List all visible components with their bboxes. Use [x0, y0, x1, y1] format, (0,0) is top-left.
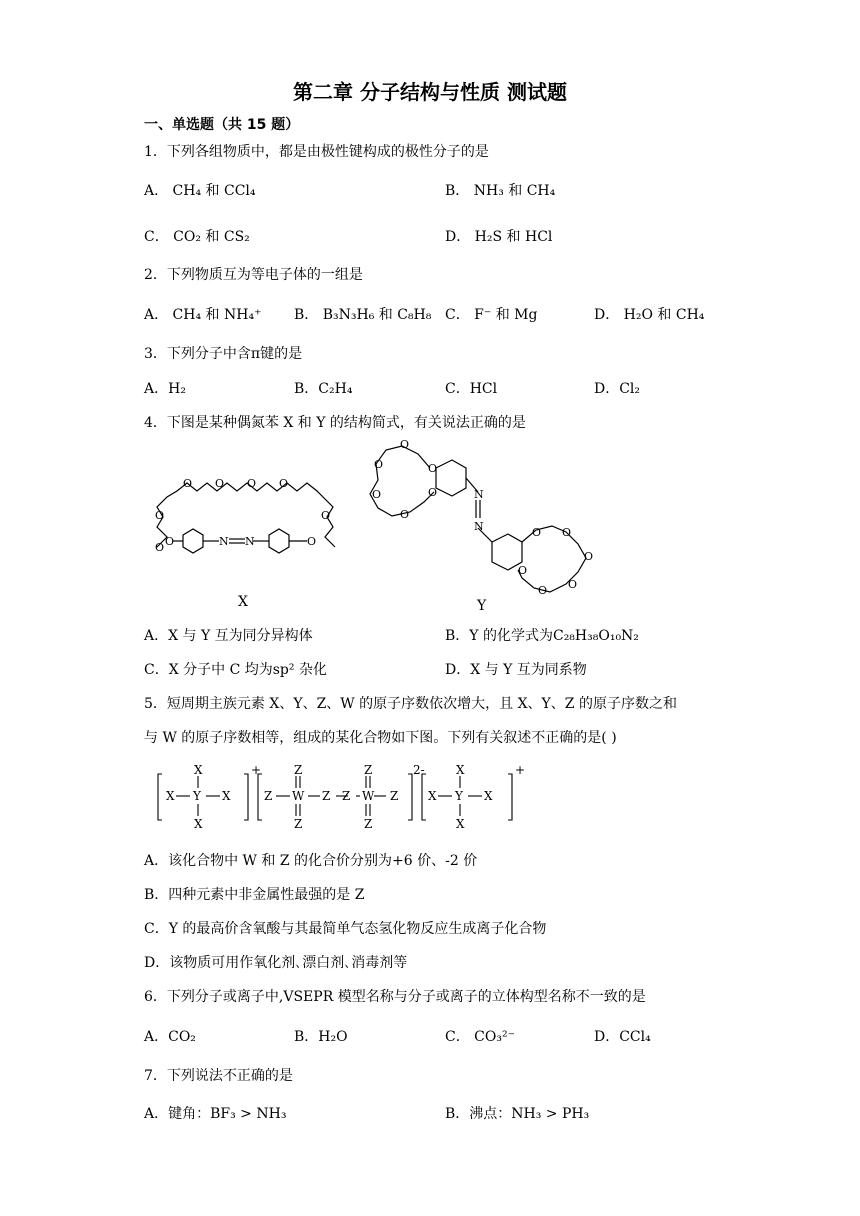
question-3-option-b[interactable]: B．C₂H₄ [294, 381, 353, 397]
question-3-option-c[interactable]: C．HCl [445, 381, 498, 397]
question-2-option-b[interactable]: B． B₃N₃H₆ 和 C₈H₈ [294, 307, 432, 323]
question-5-option-b[interactable]: B．四种元素中非金属性最强的是 Z [144, 887, 365, 903]
svg-text:O: O [532, 526, 542, 539]
svg-text:O: O [155, 541, 165, 554]
svg-text:O: O [400, 438, 410, 451]
svg-text:2-: 2- [413, 763, 425, 777]
svg-text:X: X [456, 763, 465, 777]
question-3-option-d[interactable]: D．Cl₂ [594, 381, 641, 397]
svg-text:Z: Z [322, 789, 331, 803]
structure-y-figure [358, 432, 608, 607]
question-1-option-c[interactable]: C． CO₂ 和 CS₂ [144, 229, 250, 245]
structure-y-label: Y [477, 598, 487, 614]
question-6-option-b[interactable]: B．H₂O [294, 1029, 348, 1045]
svg-text:W: W [292, 789, 305, 803]
question-6-option-c[interactable]: C． CO₃²⁻ [445, 1029, 515, 1045]
svg-text:W: W [362, 789, 375, 803]
question-3-stem: 3．下列分子中含π键的是 [144, 346, 303, 362]
svg-text:O: O [247, 477, 257, 490]
svg-text:O: O [155, 509, 165, 522]
svg-text:O: O [279, 477, 289, 490]
svg-text:+: + [515, 763, 526, 777]
svg-text:O: O [568, 578, 578, 591]
question-2-stem: 2．下列物质互为等电子体的一组是 [144, 267, 363, 283]
svg-text:N: N [219, 535, 229, 548]
svg-text:X: X [222, 789, 231, 803]
svg-text:O: O [374, 458, 384, 471]
question-5-compound-figure [154, 762, 526, 832]
question-2-option-c[interactable]: C． F⁻ 和 Mg [445, 307, 538, 323]
svg-text:X: X [166, 789, 175, 803]
question-7-stem: 7．下列说法不正确的是 [144, 1068, 293, 1084]
question-6-option-d[interactable]: D．CCl₄ [594, 1029, 651, 1045]
question-3-option-a[interactable]: A．H₂ [144, 381, 186, 397]
question-6-stem: 6．下列分子或离子中,VSEPR 模型名称与分子或离子的立体构型名称不一致的是 [144, 989, 646, 1005]
svg-text:O: O [321, 509, 331, 522]
svg-text:O: O [518, 564, 528, 577]
svg-text:Z: Z [294, 763, 303, 777]
question-2-option-a[interactable]: A． CH₄ 和 NH₄⁺ [144, 307, 262, 323]
svg-text:O: O [183, 477, 193, 490]
question-6-option-a[interactable]: A．CO₂ [144, 1029, 196, 1045]
svg-text:Z: Z [294, 817, 303, 831]
svg-text:O: O [400, 508, 410, 521]
svg-text:O: O [165, 535, 175, 548]
svg-text:O: O [372, 488, 382, 501]
question-4-option-a[interactable]: A．X 与 Y 互为同分异构体 [144, 628, 313, 644]
svg-text:N: N [474, 488, 484, 501]
svg-text:X: X [484, 789, 493, 803]
question-1-option-d[interactable]: D． H₂S 和 HCl [445, 229, 553, 245]
svg-text:O: O [428, 462, 438, 475]
svg-text:Z: Z [364, 763, 373, 777]
svg-text:Z: Z [390, 789, 399, 803]
svg-text:X: X [428, 789, 437, 803]
svg-text:Z: Z [364, 817, 373, 831]
structure-x-label: X [238, 594, 248, 610]
svg-text:N: N [245, 535, 255, 548]
question-4-option-d[interactable]: D．X 与 Y 互为同系物 [445, 662, 587, 678]
svg-text:N: N [474, 520, 484, 533]
question-2-option-d[interactable]: D． H₂O 和 CH₄ [594, 307, 705, 323]
question-1-option-a[interactable]: A． CH₄ 和 CCl₄ [144, 183, 256, 199]
svg-text:X: X [456, 817, 465, 831]
svg-text:O: O [562, 526, 572, 539]
question-4-option-b[interactable]: B．Y 的化学式为C₂₈H₃₈O₁₀N₂ [445, 628, 639, 644]
svg-text:+: + [251, 763, 262, 777]
svg-text:Z: Z [264, 789, 273, 803]
svg-text:O: O [538, 584, 548, 597]
question-4-stem: 4．下图是某种偶氮苯 X 和 Y 的结构简式，有关说法正确的是 [144, 415, 526, 431]
section-heading: 一、单选题（共 15 题） [144, 117, 300, 133]
question-1-option-b[interactable]: B． NH₃ 和 CH₄ [445, 183, 556, 199]
question-1-stem: 1．下列各组物质中，都是由极性键构成的极性分子的是 [144, 144, 489, 160]
svg-text:Y: Y [455, 789, 463, 803]
svg-text:O: O [584, 550, 594, 563]
question-7-option-b[interactable]: B．沸点：NH₃ > PH₃ [445, 1106, 590, 1122]
svg-text:Y: Y [193, 789, 201, 803]
svg-text:O: O [428, 486, 438, 499]
question-5-option-d[interactable]: D．该物质可用作氧化剂､漂白剂､消毒剂等 [144, 955, 408, 971]
question-5-option-c[interactable]: C．Y 的最高价含氧酸与其最简单气态氢化物反应生成离子化合物 [144, 921, 547, 937]
svg-text:X: X [194, 763, 203, 777]
question-5-stem-line1: 5．短周期主族元素 X、Y、Z、W 的原子序数依次增大，且 X、Y、Z 的原子序数之和 [144, 696, 677, 712]
svg-text:X: X [194, 817, 203, 831]
svg-text:O: O [215, 477, 225, 490]
question-4-option-c[interactable]: C．X 分子中 C 均为sp² 杂化 [144, 662, 327, 678]
svg-text:Z: Z [342, 789, 351, 803]
svg-text:O: O [307, 535, 317, 548]
structure-x-figure [145, 465, 350, 575]
question-7-option-a[interactable]: A．键角：BF₃ > NH₃ [144, 1106, 287, 1122]
question-5-stem-line2: 与 W 的原子序数相等，组成的某化合物如下图。下列有关叙述不正确的是( ) [144, 730, 617, 746]
page-title: 第二章 分子结构与性质 测试题 [293, 80, 567, 104]
question-5-option-a[interactable]: A．该化合物中 W 和 Z 的化合价分别为+6 价、-2 价 [144, 853, 478, 869]
